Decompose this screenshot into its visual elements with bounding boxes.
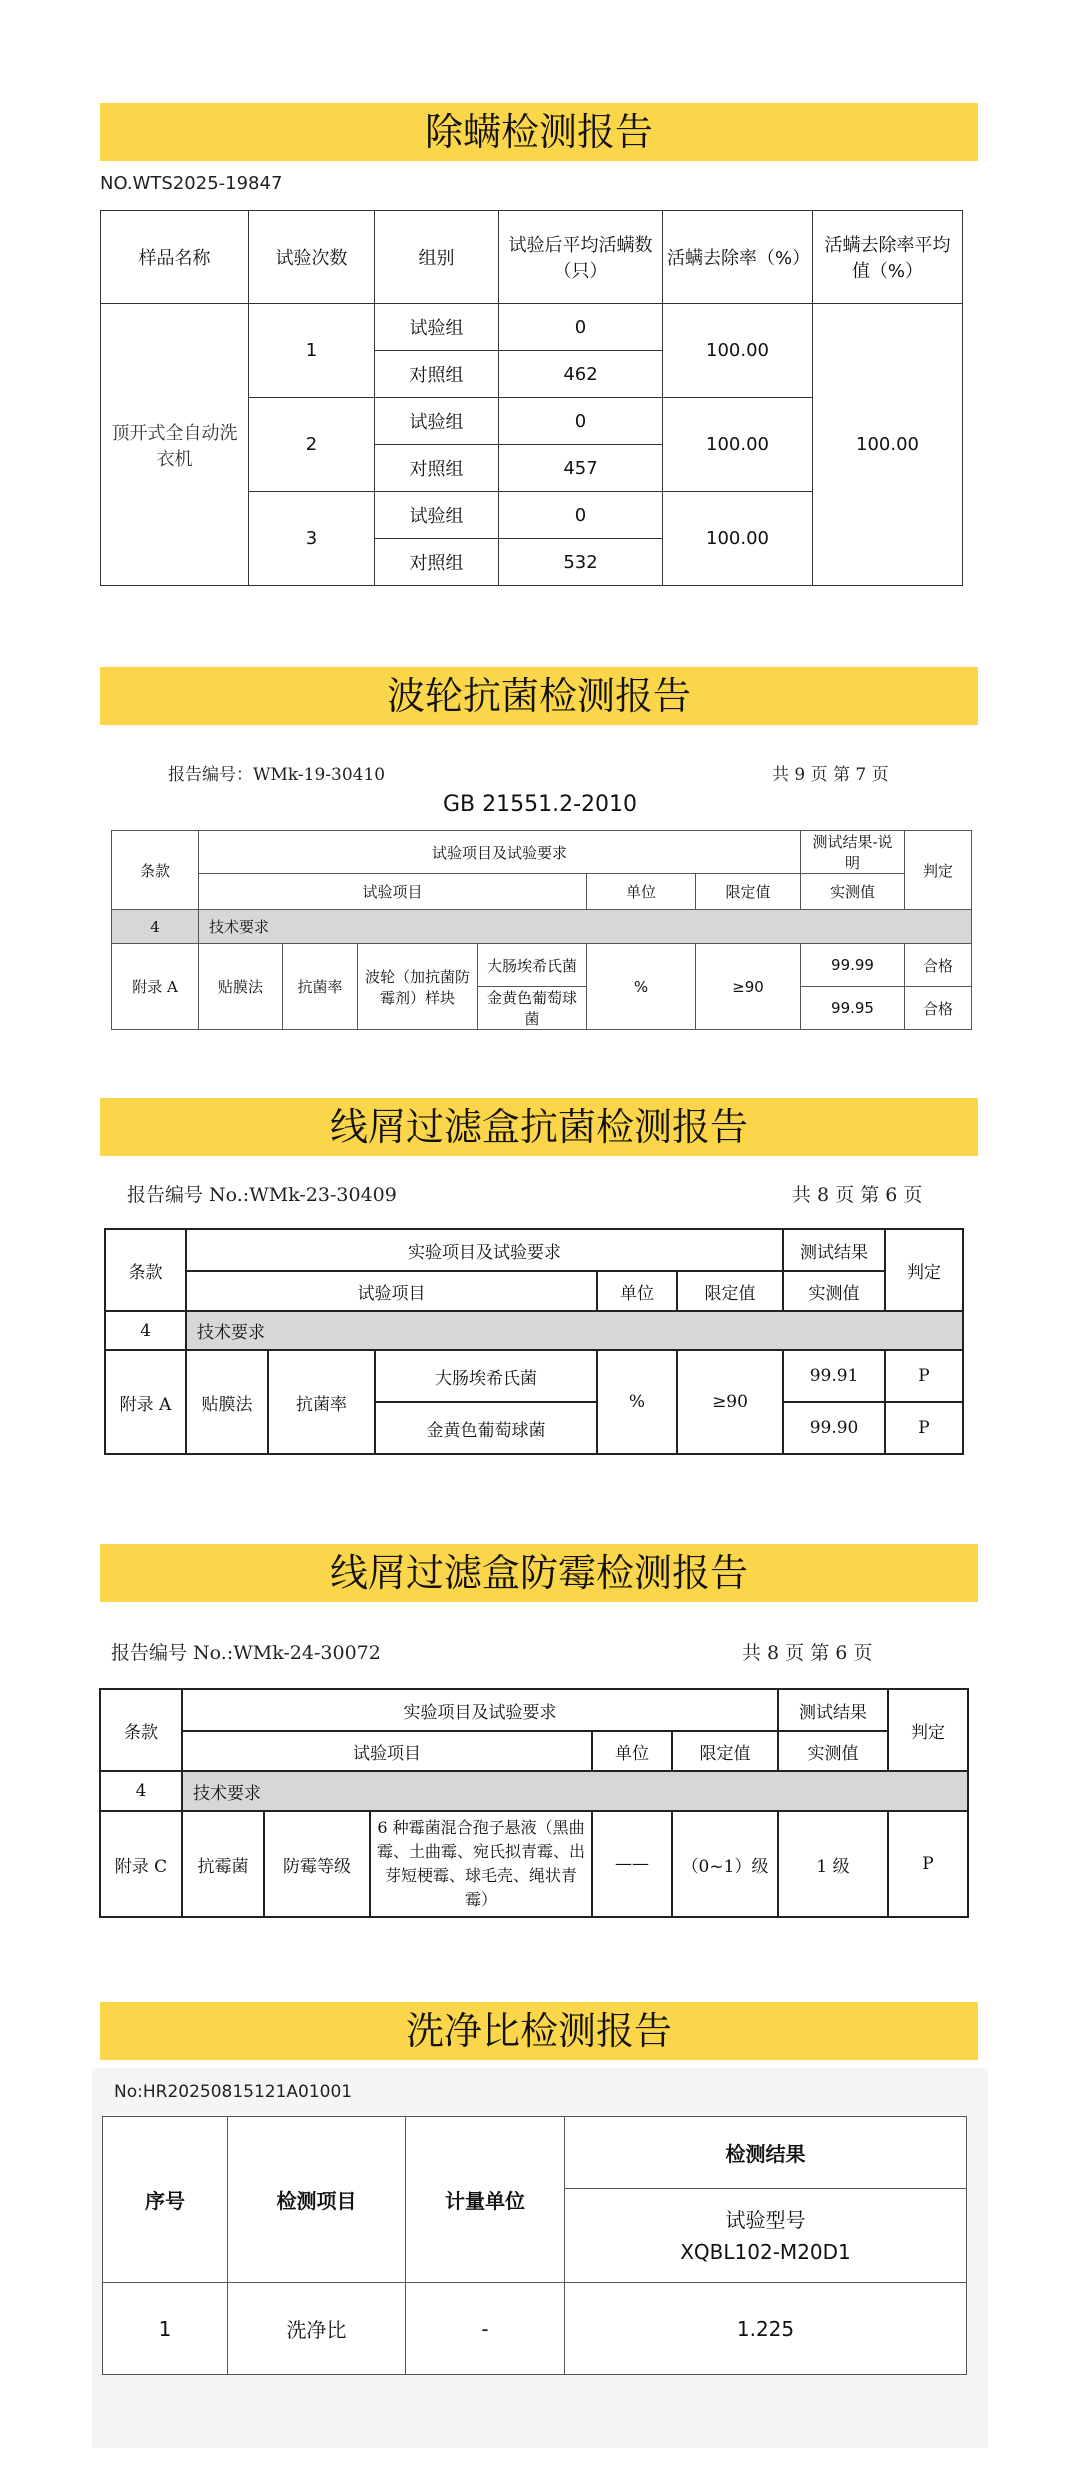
measured-value: 99.91 <box>783 1350 885 1402</box>
report-title-filter-antimold: 线屑过滤盒防霉检测报告 <box>100 1544 978 1602</box>
page-indicator: 共 8 页 第 6 页 <box>792 1184 923 1206</box>
avg-removal-rate: 100.00 <box>813 304 963 586</box>
method-cell: 贴膜法 <box>199 944 283 1030</box>
header-clause: 条款 <box>100 1689 182 1771</box>
header-unit: 计量单位 <box>406 2117 565 2283</box>
header-measured: 实测值 <box>783 1271 885 1311</box>
header-group: 组别 <box>375 211 499 304</box>
header-avg-live-mites: 试验后平均活螨数（只） <box>499 211 663 304</box>
filter-antimold-table <box>99 1688 969 1918</box>
standard-number: GB 21551.2-2010 <box>442 792 638 817</box>
removal-rate: 100.00 <box>663 304 813 398</box>
report-title-cleaning-ratio: 洗净比检测报告 <box>100 2002 978 2060</box>
header-judgement: 判定 <box>885 1229 963 1311</box>
header-removal-rate: 活螨去除率（%） <box>663 211 813 304</box>
measured-value: 1 级 <box>778 1811 888 1917</box>
header-limit: 限定值 <box>677 1271 783 1311</box>
group-label: 对照组 <box>375 445 499 492</box>
clause-cell: 附录 A <box>105 1350 186 1454</box>
mite-count: 0 <box>499 398 663 445</box>
trial-number: 3 <box>249 492 375 586</box>
header-measured: 实测值 <box>801 874 905 910</box>
mite-count: 0 <box>499 304 663 351</box>
bacteria-name: 金黄色葡萄球菌 <box>375 1402 597 1454</box>
fungi-cell: 6 种霉菌混合孢子悬液（黑曲霉、土曲霉、宛氏拟青霉、出芽短梗霉、球毛壳、绳状青霉） <box>370 1811 592 1917</box>
limit-cell: （0~1）级 <box>672 1811 778 1917</box>
report-title-impeller-antibacterial: 波轮抗菌检测报告 <box>100 667 978 725</box>
header-sample-name: 样品名称 <box>101 211 249 304</box>
sample-cell: 波轮（加抗菌防霉剂）样块 <box>358 944 478 1030</box>
report-number: NO.WTS2025-19847 <box>100 173 283 194</box>
judgement-value: P <box>888 1811 968 1917</box>
mite-count: 457 <box>499 445 663 492</box>
judgement-value: 合格 <box>905 987 972 1030</box>
header-judgement: 判定 <box>888 1689 968 1771</box>
method-cell: 抗霉菌 <box>182 1811 264 1917</box>
header-result: 测试结果 <box>778 1689 888 1731</box>
header-clause: 条款 <box>112 831 199 910</box>
mite-count: 0 <box>499 492 663 539</box>
group-label: 试验组 <box>375 398 499 445</box>
header-test-items: 实验项目及试验要求 <box>186 1229 783 1271</box>
header-seq: 序号 <box>103 2117 228 2283</box>
section-title: 技术要求 <box>182 1771 968 1811</box>
unit-cell: - <box>406 2283 565 2375</box>
measured-value: 99.95 <box>801 987 905 1030</box>
unit-cell: % <box>587 944 696 1030</box>
header-result: 测试结果 <box>783 1229 885 1271</box>
header-item: 试验项目 <box>186 1271 597 1311</box>
mite-count: 532 <box>499 539 663 586</box>
judgement-value: P <box>885 1350 963 1402</box>
report-title-filter-antibacterial: 线屑过滤盒抗菌检测报告 <box>100 1098 978 1156</box>
model-cell <box>565 2189 967 2283</box>
impeller-antibacterial-table <box>111 830 972 1030</box>
page-indicator: 共 9 页 第 7 页 <box>772 765 889 785</box>
header-unit: 单位 <box>597 1271 677 1311</box>
judgement-value: P <box>885 1402 963 1454</box>
bacteria-name: 金黄色葡萄球菌 <box>478 987 587 1030</box>
header-unit: 单位 <box>587 874 696 910</box>
measured-value: 99.90 <box>783 1402 885 1454</box>
page-indicator: 共 8 页 第 6 页 <box>742 1642 873 1664</box>
header-measured: 实测值 <box>778 1731 888 1771</box>
section-number: 4 <box>100 1771 182 1811</box>
mite-removal-table <box>100 210 963 586</box>
header-result: 检测结果 <box>565 2117 967 2189</box>
unit-cell: —— <box>592 1811 672 1917</box>
limit-cell: ≥90 <box>677 1350 783 1454</box>
report-title-mite-removal: 除螨检测报告 <box>100 103 978 161</box>
seq-cell: 1 <box>103 2283 228 2375</box>
header-result: 测试结果-说明 <box>801 831 905 874</box>
report-number: 报告编号：WMk-19-30410 <box>168 765 386 785</box>
model-number: XQBL102-M20D1 <box>680 2239 851 2264</box>
metric-cell: 抗菌率 <box>268 1350 375 1454</box>
header-unit: 单位 <box>592 1731 672 1771</box>
judgement-value: 合格 <box>905 944 972 987</box>
measured-value: 1.225 <box>565 2283 967 2375</box>
clause-cell: 附录 A <box>112 944 199 1030</box>
limit-cell: ≥90 <box>696 944 801 1030</box>
group-label: 试验组 <box>375 492 499 539</box>
removal-rate: 100.00 <box>663 398 813 492</box>
header-item: 试验项目 <box>199 874 587 910</box>
section-title: 技术要求 <box>199 910 972 944</box>
clause-cell: 附录 C <box>100 1811 182 1917</box>
header-test-items: 试验项目及试验要求 <box>199 831 801 874</box>
metric-cell: 抗菌率 <box>283 944 358 1030</box>
bacteria-name: 大肠埃希氏菌 <box>478 944 587 987</box>
header-item: 试验项目 <box>182 1731 592 1771</box>
group-label: 对照组 <box>375 539 499 586</box>
trial-number: 2 <box>249 398 375 492</box>
header-avg-removal-rate: 活螨去除率平均值（%） <box>813 211 963 304</box>
report-number: No:HR20250815121A01001 <box>114 2082 353 2102</box>
cleaning-ratio-table <box>102 2116 967 2375</box>
metric-cell: 防霉等级 <box>264 1811 370 1917</box>
item-cell: 洗净比 <box>228 2283 406 2375</box>
method-cell: 贴膜法 <box>186 1350 268 1454</box>
trial-number: 1 <box>249 304 375 398</box>
section-number: 4 <box>105 1311 186 1350</box>
header-limit: 限定值 <box>672 1731 778 1771</box>
sample-name-cell: 顶开式全自动洗衣机 <box>101 304 249 586</box>
section-title: 技术要求 <box>186 1311 963 1350</box>
model-label: 试验型号 <box>725 2207 806 2232</box>
mite-count: 462 <box>499 351 663 398</box>
group-label: 试验组 <box>375 304 499 351</box>
report-number: 报告编号 No.:WMk-23-30409 <box>127 1184 397 1206</box>
bacteria-name: 大肠埃希氏菌 <box>375 1350 597 1402</box>
report-number: 报告编号 No.:WMk-24-30072 <box>111 1642 381 1664</box>
group-label: 对照组 <box>375 351 499 398</box>
unit-cell: % <box>597 1350 677 1454</box>
section-number: 4 <box>112 910 199 944</box>
header-item: 检测项目 <box>228 2117 406 2283</box>
header-test-items: 实验项目及试验要求 <box>182 1689 778 1731</box>
header-judgement: 判定 <box>905 831 972 910</box>
removal-rate: 100.00 <box>663 492 813 586</box>
filter-antibacterial-table <box>104 1228 964 1455</box>
header-limit: 限定值 <box>696 874 801 910</box>
header-trial-count: 试验次数 <box>249 211 375 304</box>
measured-value: 99.99 <box>801 944 905 987</box>
header-clause: 条款 <box>105 1229 186 1311</box>
